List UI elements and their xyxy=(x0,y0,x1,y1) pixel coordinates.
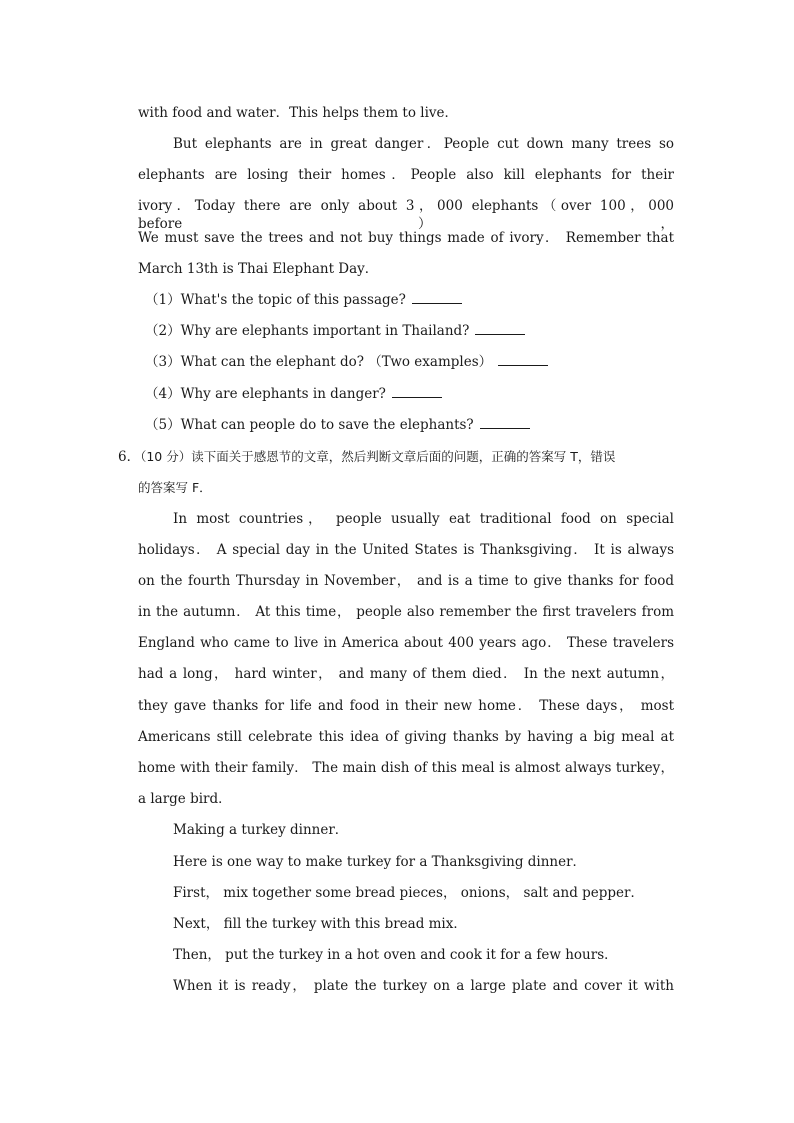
answer-blank[interactable] xyxy=(392,385,442,398)
passage-line: Here is one way to make turkey for a Thanksgiving dinner． xyxy=(173,854,587,870)
passage-line: Next， fill the turkey with this bread mix． xyxy=(173,916,467,932)
passage-line: Then， put the turkey in a hot oven and cook it for a few hours． xyxy=(173,947,618,963)
question-instruction-cont: 的答案写 F． xyxy=(138,480,212,495)
passage-line: But elephants are in great danger．People cut down many trees so xyxy=(173,136,674,152)
passage-line: In most countries， people usually eat traditional food on special xyxy=(173,511,674,527)
question-item xyxy=(145,291,462,309)
passage-line: England who came to live in America about 400 years ago． These travelers xyxy=(138,635,674,651)
passage-line: in the autumn． At this time， people also remember the first travelers from xyxy=(138,604,674,620)
answer-blank[interactable] xyxy=(412,291,462,304)
passage-line: they gave thanks for life and food in their new home． These days， most xyxy=(138,698,674,714)
answer-blank[interactable] xyxy=(480,416,530,429)
question-item xyxy=(145,353,548,371)
question-instruction: （10 分）读下面关于感恩节的文章，然后判断文章后面的问题，正确的答案写 T，错误 xyxy=(140,449,616,464)
passage-line: elephants are losing their homes．People also kill elephants for their xyxy=(138,167,674,183)
passage-line: with food and water．This helps them to live． xyxy=(138,105,459,121)
question-6-header xyxy=(118,448,615,466)
question-item xyxy=(145,322,525,340)
passage-line: When it is ready， plate the turkey on a large plate and cover it with xyxy=(173,978,674,994)
question-text: （2）Why are elephants important in Thailand? xyxy=(145,323,470,339)
question-number: 6． xyxy=(118,449,141,465)
answer-blank[interactable] xyxy=(498,353,548,366)
passage-line: holidays． A special day in the United States is Thanksgiving． It is always xyxy=(138,542,674,558)
passage-line: We must save the trees and not buy things made of ivory． Remember that xyxy=(138,230,674,246)
question-item xyxy=(145,416,530,434)
passage-line: had a long， hard winter， and many of them died． In the next autumn， xyxy=(138,666,674,682)
question-text: （5）What can people do to save the elephants? xyxy=(145,417,474,433)
passage-line: home with their family． The main dish of this meal is almost always turkey， xyxy=(138,760,674,776)
question-text: （4）Why are elephants in danger? xyxy=(145,386,386,402)
question-text: （3）What can the elephant do? （Two examples） xyxy=(145,354,493,370)
passage-line: on the fourth Thursday in November， and is a time to give thanks for food xyxy=(138,573,674,589)
question-text: （1）What's the topic of this passage? xyxy=(145,292,406,308)
passage-line: Making a turkey dinner． xyxy=(173,822,349,838)
passage-line: a large bird． xyxy=(138,791,232,807)
question-item xyxy=(145,385,442,403)
passage-line: Americans still celebrate this idea of giving thanks by having a big meal at xyxy=(138,729,674,745)
answer-blank[interactable] xyxy=(475,322,525,335)
passage-line: First， mix together some bread pieces， onions， salt and pepper． xyxy=(173,885,644,901)
passage-line: ivory．Today there are only about 3，000 elephants（over 100，000 before）， xyxy=(138,198,674,232)
passage-line: March 13th is Thai Elephant Day． xyxy=(138,261,379,277)
